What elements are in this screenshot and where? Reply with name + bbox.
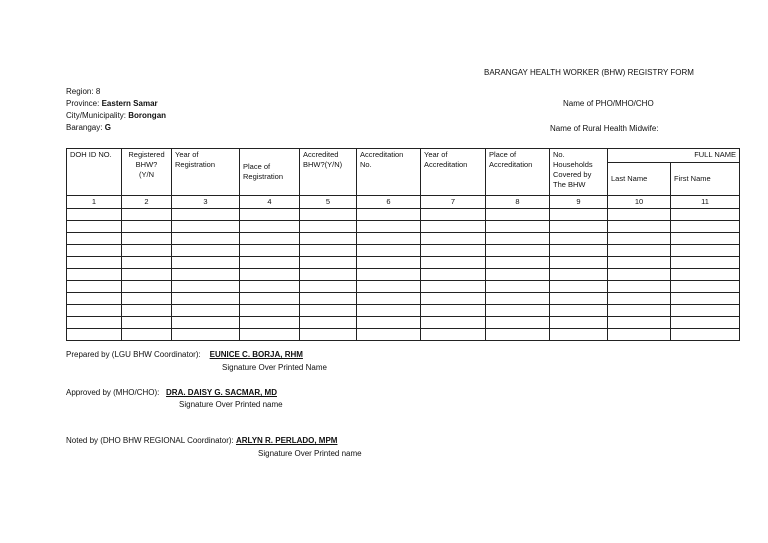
table-cell bbox=[486, 245, 550, 257]
table-row bbox=[67, 293, 740, 305]
table-cell bbox=[608, 209, 671, 221]
table-cell bbox=[357, 269, 421, 281]
table-cell bbox=[67, 305, 122, 317]
table-cell bbox=[550, 293, 608, 305]
header-text: DOH ID NO. bbox=[70, 150, 112, 159]
region-label: Region: bbox=[66, 87, 94, 96]
table-cell bbox=[300, 257, 357, 269]
barangay-value: G bbox=[104, 123, 111, 132]
column-number: 3 bbox=[172, 196, 240, 209]
table-row bbox=[67, 221, 740, 233]
table-cell bbox=[172, 293, 240, 305]
table-cell bbox=[300, 209, 357, 221]
table-cell bbox=[486, 281, 550, 293]
table-cell bbox=[357, 221, 421, 233]
table-cell bbox=[172, 245, 240, 257]
table-cell bbox=[240, 269, 300, 281]
table-cell bbox=[421, 245, 486, 257]
table-row bbox=[67, 317, 740, 329]
table-cell bbox=[608, 329, 671, 341]
col-header-registered bbox=[122, 149, 172, 196]
table-cell bbox=[550, 269, 608, 281]
table-cell bbox=[421, 305, 486, 317]
province-value: Eastern Samar bbox=[101, 99, 158, 108]
table-cell bbox=[300, 233, 357, 245]
prepared-by-line bbox=[66, 350, 303, 359]
table-cell bbox=[300, 329, 357, 341]
table-cell bbox=[486, 233, 550, 245]
table-cell bbox=[671, 317, 740, 329]
table-cell bbox=[357, 257, 421, 269]
table-cell bbox=[671, 245, 740, 257]
header-text: BHW? bbox=[135, 160, 158, 169]
table-cell bbox=[300, 245, 357, 257]
table-cell bbox=[67, 221, 122, 233]
table-cell bbox=[608, 221, 671, 233]
city-value: Borongan bbox=[128, 111, 167, 120]
table-cell bbox=[240, 245, 300, 257]
registry-table bbox=[66, 148, 740, 341]
midwife-label: Name of Rural Health Midwife: bbox=[550, 124, 659, 133]
header-text: Accreditation bbox=[360, 150, 404, 159]
table-cell bbox=[608, 257, 671, 269]
table-cell bbox=[550, 221, 608, 233]
table-cell bbox=[300, 281, 357, 293]
header-text: The BHW bbox=[553, 180, 586, 189]
table-cell bbox=[608, 317, 671, 329]
prepared-caption: Signature Over Printed Name bbox=[222, 363, 327, 372]
col-header-last-name: Last Name bbox=[608, 163, 671, 196]
table-cell bbox=[300, 269, 357, 281]
table-row bbox=[67, 257, 740, 269]
table-row bbox=[67, 281, 740, 293]
table-cell bbox=[240, 305, 300, 317]
table-row bbox=[67, 269, 740, 281]
table-cell bbox=[421, 269, 486, 281]
table-cell bbox=[122, 269, 172, 281]
table-cell bbox=[67, 317, 122, 329]
region-line bbox=[66, 86, 100, 98]
header-text: (Y/N bbox=[139, 170, 154, 179]
table-cell bbox=[608, 305, 671, 317]
table-cell bbox=[240, 257, 300, 269]
table-cell bbox=[357, 209, 421, 221]
header-text: Accredited bbox=[303, 150, 339, 159]
col-header-doh-id bbox=[67, 149, 122, 196]
noted-name: ARLYN R. PERLADO, MPM bbox=[235, 436, 338, 445]
header-text: No. bbox=[553, 150, 565, 159]
table-cell bbox=[421, 281, 486, 293]
table-cell bbox=[608, 269, 671, 281]
table-cell bbox=[122, 317, 172, 329]
table-cell bbox=[240, 293, 300, 305]
table-cell bbox=[671, 221, 740, 233]
column-number: 1 bbox=[67, 196, 122, 209]
table-row bbox=[67, 305, 740, 317]
table-cell bbox=[122, 245, 172, 257]
col-header-first-name: First Name bbox=[671, 163, 740, 196]
table-cell bbox=[67, 293, 122, 305]
header-text: No. bbox=[360, 160, 372, 169]
table-cell bbox=[421, 329, 486, 341]
table-cell bbox=[671, 293, 740, 305]
header-text: Covered by bbox=[553, 170, 592, 179]
table-cell bbox=[67, 245, 122, 257]
table-cell bbox=[671, 305, 740, 317]
table-row bbox=[67, 209, 740, 221]
table-cell bbox=[240, 221, 300, 233]
column-number: 5 bbox=[300, 196, 357, 209]
header-text: Year of bbox=[175, 150, 199, 159]
table-cell bbox=[122, 281, 172, 293]
table-cell bbox=[122, 209, 172, 221]
province-label: Province: bbox=[66, 99, 100, 108]
table-cell bbox=[550, 329, 608, 341]
table-row bbox=[67, 233, 740, 245]
table-cell bbox=[421, 221, 486, 233]
approved-by-line bbox=[66, 388, 277, 397]
table-cell bbox=[421, 209, 486, 221]
table-cell bbox=[357, 317, 421, 329]
table-cell bbox=[671, 209, 740, 221]
noted-caption: Signature Over Printed name bbox=[258, 449, 362, 458]
approved-label: Approved by (MHO/CHO): bbox=[66, 388, 160, 397]
table-cell bbox=[421, 317, 486, 329]
table-cell bbox=[550, 305, 608, 317]
column-number: 11 bbox=[671, 196, 740, 209]
header-text: Place of bbox=[243, 162, 271, 171]
table-cell bbox=[67, 209, 122, 221]
table-cell bbox=[550, 245, 608, 257]
table-cell bbox=[421, 293, 486, 305]
table-cell bbox=[608, 281, 671, 293]
table-cell bbox=[608, 233, 671, 245]
table-cell bbox=[357, 293, 421, 305]
table-cell bbox=[67, 269, 122, 281]
table-cell bbox=[357, 329, 421, 341]
table-cell bbox=[550, 281, 608, 293]
col-header-year-registration bbox=[172, 149, 240, 196]
table-cell bbox=[240, 281, 300, 293]
header-text: Place of bbox=[489, 150, 517, 159]
table-cell bbox=[421, 233, 486, 245]
table-cell bbox=[671, 269, 740, 281]
column-number: 9 bbox=[550, 196, 608, 209]
table-cell bbox=[122, 293, 172, 305]
header-text: BHW?(Y/N) bbox=[303, 160, 343, 169]
col-header-accreditation-no bbox=[357, 149, 421, 196]
col-header-place-registration bbox=[240, 149, 300, 196]
barangay-line bbox=[66, 122, 111, 134]
table-cell bbox=[671, 281, 740, 293]
prepared-name: EUNICE C. BORJA, RHM bbox=[209, 350, 303, 359]
table-cell bbox=[486, 317, 550, 329]
header-text: Accreditation bbox=[424, 160, 468, 169]
header-text: Registration bbox=[175, 160, 216, 169]
table-cell bbox=[172, 257, 240, 269]
table-cell bbox=[300, 293, 357, 305]
noted-label: Noted by (DHO BHW REGIONAL Coordinator): bbox=[66, 436, 234, 445]
table-cell bbox=[122, 329, 172, 341]
table-cell bbox=[608, 293, 671, 305]
table-cell bbox=[172, 317, 240, 329]
table-cell bbox=[172, 209, 240, 221]
table-cell bbox=[122, 305, 172, 317]
table-cell bbox=[172, 233, 240, 245]
table-row bbox=[67, 329, 740, 341]
column-number: 8 bbox=[486, 196, 550, 209]
table-cell bbox=[357, 305, 421, 317]
prepared-label: Prepared by (LGU BHW Coordinator): bbox=[66, 350, 201, 359]
col-header-full-name: FULL NAME bbox=[608, 149, 740, 163]
table-cell bbox=[486, 209, 550, 221]
column-number-row bbox=[67, 196, 740, 209]
table-cell bbox=[486, 305, 550, 317]
table-cell bbox=[550, 233, 608, 245]
table-cell bbox=[240, 329, 300, 341]
approved-caption: Signature Over Printed name bbox=[179, 400, 283, 409]
header-text: Accreditation bbox=[489, 160, 533, 169]
table-cell bbox=[172, 281, 240, 293]
table-cell bbox=[67, 281, 122, 293]
col-header-accredited bbox=[300, 149, 357, 196]
form-title: BARANGAY HEALTH WORKER (BHW) REGISTRY FORM bbox=[484, 68, 694, 77]
col-header-households bbox=[550, 149, 608, 196]
column-number: 10 bbox=[608, 196, 671, 209]
approved-name: DRA. DAISY G. SACMAR, MD bbox=[166, 388, 277, 397]
table-cell bbox=[357, 245, 421, 257]
province-line bbox=[66, 98, 158, 110]
table-cell bbox=[300, 221, 357, 233]
table-cell bbox=[172, 221, 240, 233]
column-number: 2 bbox=[122, 196, 172, 209]
blank-rows bbox=[67, 209, 740, 341]
table-cell bbox=[172, 305, 240, 317]
header-text: Registration bbox=[243, 172, 284, 181]
table-cell bbox=[357, 233, 421, 245]
table-cell bbox=[671, 329, 740, 341]
table-cell bbox=[550, 257, 608, 269]
barangay-label: Barangay: bbox=[66, 123, 103, 132]
region-value: 8 bbox=[95, 87, 101, 96]
table-cell bbox=[240, 209, 300, 221]
table-cell bbox=[486, 257, 550, 269]
table-cell bbox=[67, 233, 122, 245]
table-cell bbox=[357, 281, 421, 293]
table-cell bbox=[67, 257, 122, 269]
city-line bbox=[66, 110, 166, 122]
table-cell bbox=[608, 245, 671, 257]
table-cell bbox=[421, 257, 486, 269]
table-cell bbox=[486, 293, 550, 305]
table-cell bbox=[122, 257, 172, 269]
column-number: 4 bbox=[240, 196, 300, 209]
table-cell bbox=[671, 257, 740, 269]
table-cell bbox=[486, 329, 550, 341]
table-cell bbox=[550, 317, 608, 329]
city-label: City/Municipality: bbox=[66, 111, 127, 120]
table-cell bbox=[486, 269, 550, 281]
table-cell bbox=[550, 209, 608, 221]
noted-by-line bbox=[66, 436, 337, 445]
header-text: Year of bbox=[424, 150, 448, 159]
table-cell bbox=[122, 221, 172, 233]
table-cell bbox=[172, 329, 240, 341]
table-cell bbox=[671, 233, 740, 245]
header-text: Households bbox=[553, 160, 593, 169]
col-header-place-accreditation bbox=[486, 149, 550, 196]
table-cell bbox=[240, 317, 300, 329]
col-header-year-accreditation bbox=[421, 149, 486, 196]
column-number: 6 bbox=[357, 196, 421, 209]
table-cell bbox=[122, 233, 172, 245]
header-text: Registered bbox=[128, 150, 165, 159]
table-row bbox=[67, 245, 740, 257]
pho-label: Name of PHO/MHO/CHO bbox=[563, 99, 654, 108]
table-cell bbox=[240, 233, 300, 245]
table-cell bbox=[300, 305, 357, 317]
table-cell bbox=[172, 269, 240, 281]
table-cell bbox=[486, 221, 550, 233]
table-cell bbox=[300, 317, 357, 329]
column-number: 7 bbox=[421, 196, 486, 209]
table-cell bbox=[67, 329, 122, 341]
